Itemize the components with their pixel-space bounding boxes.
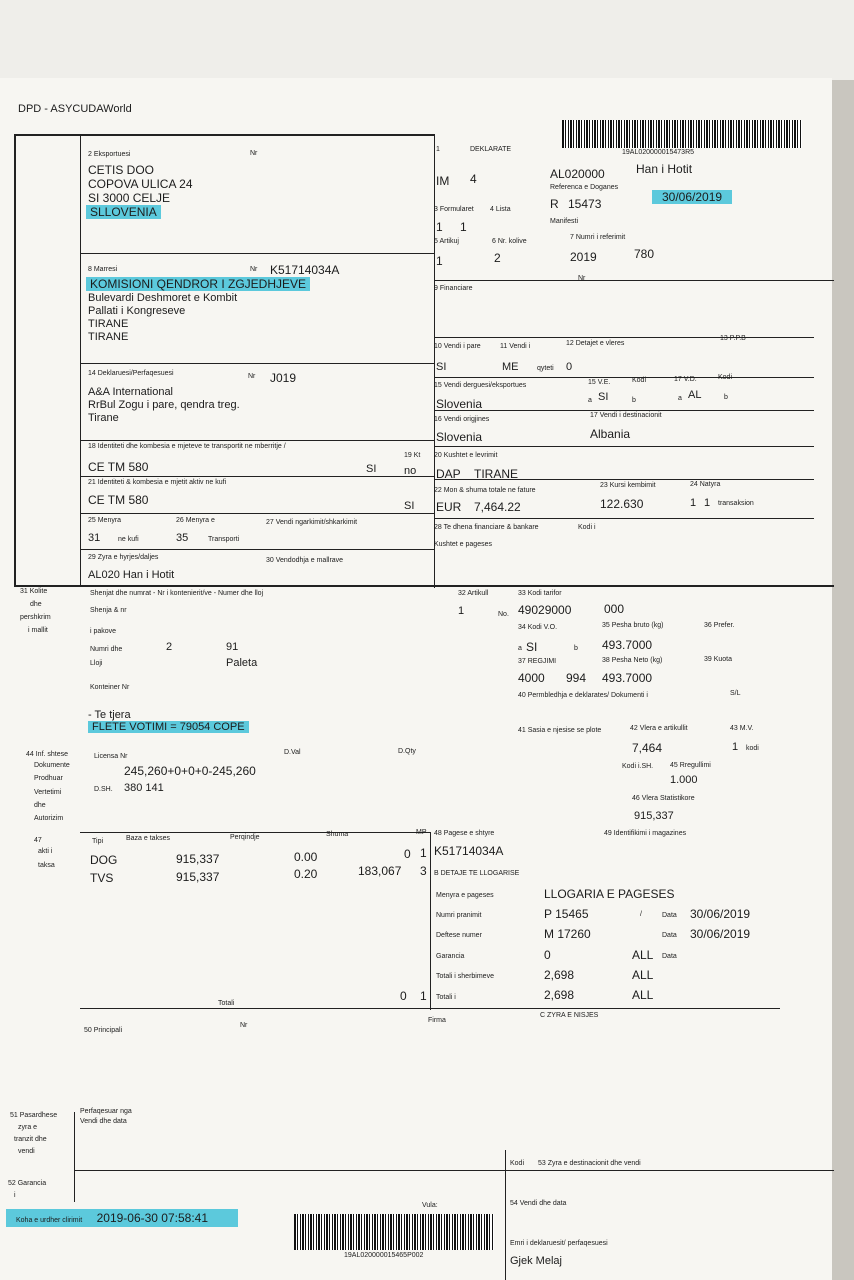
box37-label: 37 REGJIMI <box>518 658 557 665</box>
guarantee-date-label: Data <box>662 953 677 960</box>
kodi-sh: Kodi i.SH. <box>622 763 654 770</box>
box47-side3: taksa <box>38 862 55 869</box>
tax-total-mp: 1 <box>420 989 427 1003</box>
frame-line <box>80 476 434 477</box>
frame-line <box>74 1112 75 1202</box>
statistical-value: 915,337 <box>634 810 674 822</box>
declarant-id: J019 <box>270 371 297 385</box>
exit-office: AL020 Han i Hotit <box>88 569 175 581</box>
frame-line <box>14 585 834 587</box>
account-details-title: B DETAJE TE LLOGARISE <box>434 870 520 877</box>
container-label: Konteiner Nr <box>90 684 130 691</box>
invoice-total: 7,464.22 <box>474 500 521 514</box>
box44-side5: dhe <box>34 802 46 809</box>
dispatch-country: Slovenia <box>436 397 483 411</box>
box1-label: 1 <box>436 146 440 153</box>
box24-label: 24 Natyra <box>690 481 721 488</box>
tariff-ext: 000 <box>604 602 625 616</box>
packages-number-2: 91 <box>226 641 239 653</box>
forms-2: 1 <box>460 220 467 234</box>
tax-col-rate: Perqindje <box>230 834 260 841</box>
box15-kodi: Kodi <box>632 377 647 384</box>
inland-mode-text: Transporti <box>208 536 240 543</box>
frame-line <box>434 337 814 338</box>
box20-label: 20 Kushtet e levrimit <box>434 452 498 459</box>
destination-country: Albania <box>590 427 631 441</box>
box15-a: a <box>588 397 592 404</box>
box40-sl: S/L <box>730 690 741 697</box>
consignee-line4: TIRANE <box>88 331 129 343</box>
box17vd-label: 17 V.D. <box>674 376 697 383</box>
box6-label: 6 Nr. kolive <box>492 238 527 245</box>
kind-label: Lloji <box>90 660 103 667</box>
payment-method: LLOGARIA E PAGESES <box>544 887 675 901</box>
receipt-date-label: Data <box>662 912 677 919</box>
exporter-street: COPOVA ULICA 24 <box>88 177 193 191</box>
box28-kodi: Kodi i <box>578 524 596 531</box>
box17vd-a: a <box>678 395 682 402</box>
tax-col-type: Tipi <box>92 838 104 845</box>
frame-line <box>80 253 434 254</box>
box34-a: a <box>518 645 522 652</box>
box15-label: 15 Vendi derguesi/eksportues <box>434 382 527 389</box>
box7-nr: Nr <box>578 275 586 282</box>
voucher-date-label: Data <box>662 932 677 939</box>
gross-weight: 493.7000 <box>602 638 653 652</box>
box2-nr: Nr <box>250 150 258 157</box>
place-date: Vendi dhe data <box>80 1118 127 1125</box>
box26-label: 26 Menyra e <box>176 517 215 524</box>
box49-label: 49 Identifikimi i magazines <box>604 830 687 837</box>
adjustment: 1.000 <box>670 774 698 786</box>
services-currency: ALL <box>632 968 654 982</box>
total-label: Totali i <box>436 994 456 1001</box>
exporter-city: SI 3000 CELJE <box>88 191 171 205</box>
box18-label: 18 Identiteti dhe kombesia e mjeteve te transportit ne mberritje / <box>88 443 286 450</box>
box52-kodi: Kodi <box>510 1160 525 1167</box>
consignee-name: KOMISIONI QENDROR I ZGJEDHJEVE <box>86 277 310 291</box>
box33-label: 33 Kodi tarifor <box>518 590 562 597</box>
tax-total: 0 <box>400 989 407 1003</box>
tax-amount: 183,067 <box>358 864 402 878</box>
box31-side1: 31 Kolite <box>20 588 48 595</box>
tax-rate: 0.20 <box>294 867 318 881</box>
number-label: Numri dhe <box>90 646 123 653</box>
box9-label: 9 Financiare <box>434 285 473 292</box>
frame-line <box>74 1170 834 1171</box>
box41-label: 41 Sasia e njesise se plote <box>518 727 602 734</box>
voucher-label: Deftese numer <box>436 932 482 939</box>
box39-label: 39 Kuota <box>704 656 733 663</box>
top-barcode-number: 19AL020000015473R5 <box>622 149 695 156</box>
box44-side4: Vertetimi <box>34 789 62 796</box>
consignee-line1: Bulevardi Deshmoret e Kombit <box>88 292 238 304</box>
consignee-line3: TIRANE <box>88 318 129 330</box>
tax-mp: 3 <box>420 864 427 878</box>
ref-year: 2019 <box>570 250 597 264</box>
box52-value: i <box>14 1192 16 1199</box>
exchange-rate: 122.630 <box>600 497 644 511</box>
box17vd-kodi: Kodi <box>718 374 733 381</box>
marks-label: Shenja & nr <box>90 607 127 614</box>
box31-side4: i mallit <box>28 627 48 634</box>
box31-side2: dhe <box>30 601 42 608</box>
box22-label: 22 Mon & shuma totale ne fature <box>434 487 536 494</box>
frame-line <box>80 134 81 586</box>
box40-label: 40 Permbledhja e deklarates/ Dokumenti i <box>518 692 648 699</box>
tax-type: TVS <box>90 871 114 885</box>
box15-ve: 15 V.E. <box>588 379 611 386</box>
tax-col-mp: MP <box>416 829 427 836</box>
transport-arrival-country: SI <box>366 463 377 475</box>
box54-label: 54 Vendi dhe data <box>510 1200 567 1207</box>
box28-label: 28 Te dhena financiare & bankare <box>434 524 539 531</box>
dqty-label: D.Qty <box>398 748 416 755</box>
manifest-label: Manifesti <box>550 218 579 225</box>
box19-label: 19 Kt <box>404 452 421 459</box>
marks-header: Shenjat dhe numrat - Nr i kontenierit/ve - Numer dhe lloj <box>90 590 264 597</box>
voucher-date: 30/06/2019 <box>690 927 751 941</box>
box51-side3: tranzit dhe <box>14 1136 47 1143</box>
dispatch-code: SI <box>598 391 609 403</box>
box8-nr: Nr <box>250 266 258 273</box>
voucher-number: M 17260 <box>544 927 591 941</box>
trade-country: ME <box>502 361 519 373</box>
guarantee-value: 0 <box>544 948 551 962</box>
declarant-line1: A&A International <box>88 386 174 398</box>
frame-line <box>434 377 814 378</box>
box36-label: 36 Prefer. <box>704 622 735 629</box>
tax-rate: 0.00 <box>294 850 318 864</box>
destination-code: AL <box>688 389 702 401</box>
item-no: No. <box>498 611 509 618</box>
declarant-line3: Tirane <box>88 412 119 424</box>
box47-side1: 47 <box>34 837 42 844</box>
box50-label: 50 Principali <box>84 1027 123 1034</box>
ballot-sheets: FLETE VOTIMI = 79054 COPE <box>88 721 249 733</box>
frame-line <box>80 363 434 364</box>
box34-b: b <box>574 645 578 652</box>
box51-side4: vendi <box>18 1148 35 1155</box>
nature-b: 1 <box>704 497 711 509</box>
box48-label: 48 Pagese e shtyre <box>434 830 495 837</box>
border-mode: 31 <box>88 532 101 544</box>
declaration-type-code: 4 <box>470 172 477 186</box>
box12-label: 12 Detajet e vleres <box>566 340 625 347</box>
box44-side6: Autorizim <box>34 815 64 822</box>
release-time-label: Koha e urdher clirimit <box>16 1217 83 1224</box>
box31-side3: pershkrim <box>20 614 51 621</box>
box51-side1: 51 Pasardhese <box>10 1112 58 1119</box>
item-value: 7,464 <box>632 741 663 755</box>
valuation-kodi: kodi <box>746 745 759 752</box>
inland-mode: 35 <box>176 532 189 544</box>
top-barcode <box>562 120 802 148</box>
box44-side2: Dokumente <box>34 762 70 769</box>
declarant-line2: RrBul Zogu i pare, qendra treg. <box>88 399 240 411</box>
consignee-line2: Pallati i Kongreseve <box>88 305 186 317</box>
frame-line <box>434 410 814 411</box>
payment-terms: Kushtet e pageses <box>434 541 492 548</box>
ref-r: R <box>550 197 559 211</box>
release-time-bar <box>6 1209 238 1227</box>
packages-number: 2 <box>166 641 173 653</box>
departure-office: C ZYRA E NISJES <box>540 1012 599 1019</box>
bottom-barcode <box>294 1214 494 1250</box>
tariff-code: 49029000 <box>518 603 572 617</box>
tax-base: 915,337 <box>176 852 220 866</box>
customs-declaration-sheet <box>0 78 832 1280</box>
box51-side2: zyra e <box>18 1124 38 1131</box>
border-mode-text: ne kufi <box>118 536 139 543</box>
item-number: 1 <box>458 605 465 617</box>
frame-line <box>430 832 431 1010</box>
box42-label: 42 Vlera e artikullit <box>630 725 688 732</box>
tax-mp: 1 <box>420 846 427 860</box>
frame-line <box>434 446 814 447</box>
tax-total-label: Totali <box>218 1000 235 1007</box>
border-transport-country: SI <box>404 500 415 512</box>
box27-label: 27 Vendi ngarkimit/shkarkimit <box>266 519 358 526</box>
frame-line <box>80 1008 780 1009</box>
regime: 4000 <box>518 671 545 685</box>
packages-kind: Paleta <box>226 657 258 669</box>
other-label: - Te tjera <box>88 709 131 721</box>
ref-num: 780 <box>634 247 655 261</box>
box16-label: 16 Vendi origjines <box>434 416 490 423</box>
dval-label: D.Val <box>284 749 301 756</box>
transport-arrival-id: CE TM 580 <box>88 460 149 474</box>
box32-label: 32 Artikull <box>458 590 489 597</box>
box38-label: 38 Pesha Neto (kg) <box>602 657 663 664</box>
declaration-type: IM <box>436 174 450 188</box>
grand-total: 2,698 <box>544 988 575 1002</box>
frame-line <box>505 1150 506 1280</box>
border-transport-id: CE TM 580 <box>88 493 149 507</box>
box14-nr: Nr <box>248 373 256 380</box>
box13-label: 13 P.P.B <box>720 335 746 342</box>
nature-a: 1 <box>690 497 697 509</box>
services-total: 2,698 <box>544 968 575 982</box>
frame-line <box>434 280 834 281</box>
office-code: AL020000 <box>550 167 605 181</box>
tax-col-amount: Shuma <box>326 831 349 838</box>
frame-line <box>80 832 430 833</box>
box47-side2: akti i <box>38 848 53 855</box>
qyteti: qyteti <box>537 365 554 372</box>
delivery-place: TIRANE <box>474 467 519 481</box>
box14-label: 14 Deklaruesi/Perfaqesuesi <box>88 370 174 377</box>
box45-label: 45 Rregullimi <box>670 762 711 769</box>
frame-line <box>434 134 435 588</box>
regime-ext: 994 <box>566 671 587 685</box>
box15-b: b <box>632 397 636 404</box>
box46-label: 46 Vlera Statistikore <box>632 795 695 802</box>
exporter-name: CETIS DOO <box>88 163 155 177</box>
origin-code: SI <box>526 640 538 654</box>
box5-label: 5 Artikuj <box>434 238 459 245</box>
delivery-terms: DAP <box>436 467 461 481</box>
receipt-number-label: Numri pranimit <box>436 912 482 919</box>
receipt-date: 30/06/2019 <box>690 907 751 921</box>
box17vd-b: b <box>724 394 728 401</box>
box30-label: 30 Vendodhja e mallrave <box>266 557 344 564</box>
frame-line <box>80 549 434 550</box>
invoice-currency: EUR <box>436 500 462 514</box>
declarant-name-label: Emri i deklaruesit/ perfaqesuesi <box>510 1240 608 1247</box>
box17-label: 17 Vendi i destinacionit <box>590 412 662 419</box>
box7-label: 7 Numri i referimit <box>570 234 626 241</box>
license-label: Licensa Nr <box>94 753 128 760</box>
box8-label: 8 Marresi <box>88 266 118 273</box>
dsh-label: D.SH. <box>94 786 113 793</box>
box11-label: 11 Vendi i <box>500 343 531 350</box>
box53-label: 53 Zyra e destinacionit dhe vendi <box>538 1160 641 1167</box>
ref-label: Referenca e Doganes <box>550 184 619 191</box>
nature-text: transaksion <box>718 500 754 507</box>
receipt-number: P 15465 <box>544 907 589 921</box>
origin-country: Slovenia <box>436 430 483 444</box>
box23-label: 23 Kursi kembimit <box>600 482 656 489</box>
box35-label: 35 Pesha bruto (kg) <box>602 622 664 629</box>
box3-label: 3 Formularet <box>434 206 474 213</box>
declaration-title: DEKLARATE <box>470 146 512 153</box>
box52-label: 52 Garancia <box>8 1180 47 1187</box>
signature-label: Firma <box>428 1017 446 1024</box>
guarantee-label: Garancia <box>436 953 465 960</box>
declarant-name: Gjek Melaj <box>510 1255 562 1267</box>
declaration-date: 30/06/2019 <box>652 190 732 204</box>
system-title: DPD - ASYCUDAWorld <box>18 103 132 115</box>
box4-label: 4 Lista <box>490 206 511 213</box>
tax-base: 915,337 <box>176 870 220 884</box>
frame-line <box>80 440 434 441</box>
forms-1: 1 <box>436 220 443 234</box>
stamp-label: Vula: <box>422 1202 438 1209</box>
receipt-slash: / <box>640 911 642 918</box>
b11-zero: 0 <box>566 361 573 373</box>
services-total-label: Totali i sherbimeve <box>436 973 494 980</box>
tax-type: DOG <box>90 853 118 867</box>
frame-line <box>14 134 434 136</box>
office-name: Han i Hotit <box>636 162 693 176</box>
tax-amount: 0 <box>404 847 411 861</box>
tax-col-base: Baza e takses <box>126 835 170 842</box>
box43-label: 43 M.V. <box>730 725 754 732</box>
box2-label: 2 Eksportuesi <box>88 151 131 158</box>
box50-nr: Nr <box>240 1022 248 1029</box>
frame-line <box>434 518 814 519</box>
consignee-id: K51714034A <box>270 263 340 277</box>
container-flag: no <box>404 465 417 477</box>
deferred-payment-id: K51714034A <box>434 844 504 858</box>
packages-label: i pakove <box>90 628 117 635</box>
frame-line <box>14 134 16 586</box>
guarantee-currency: ALL <box>632 948 654 962</box>
box44-side3: Prodhuar <box>34 775 63 782</box>
box34-label: 34 Kodi V.O. <box>518 624 558 631</box>
represented-by: Perfaqesuar nga <box>80 1108 132 1115</box>
valuation-method: 1 <box>732 741 739 753</box>
grand-total-currency: ALL <box>632 988 654 1002</box>
payment-method-label: Menyra e pageses <box>436 892 494 899</box>
first-country: SI <box>436 361 447 373</box>
paper-background <box>0 0 854 80</box>
dsh-value: 380 141 <box>124 782 164 794</box>
box44-side1: 44 Inf. shtese <box>26 751 69 758</box>
box10-label: 10 Vendi i pare <box>434 343 481 350</box>
license-calc: 245,260+0+0+0-245,260 <box>124 764 256 778</box>
ref-number: 15473 <box>568 197 602 211</box>
box21-label: 21 Identiteti & kombesia e mjetit aktiv ne kufi <box>88 479 227 486</box>
release-time: 2019-06-30 07:58:41 <box>96 1211 209 1225</box>
box25-label: 25 Menyra <box>88 517 122 524</box>
bottom-barcode-number: 19AL020000015465P002 <box>344 1252 424 1259</box>
exporter-country: SLLOVENIA <box>86 205 161 219</box>
frame-line <box>80 513 434 514</box>
box29-label: 29 Zyra e hyrjes/daljes <box>88 554 159 561</box>
packages-count: 2 <box>494 251 501 265</box>
net-weight: 493.7000 <box>602 671 653 685</box>
items-count: 1 <box>436 254 443 268</box>
